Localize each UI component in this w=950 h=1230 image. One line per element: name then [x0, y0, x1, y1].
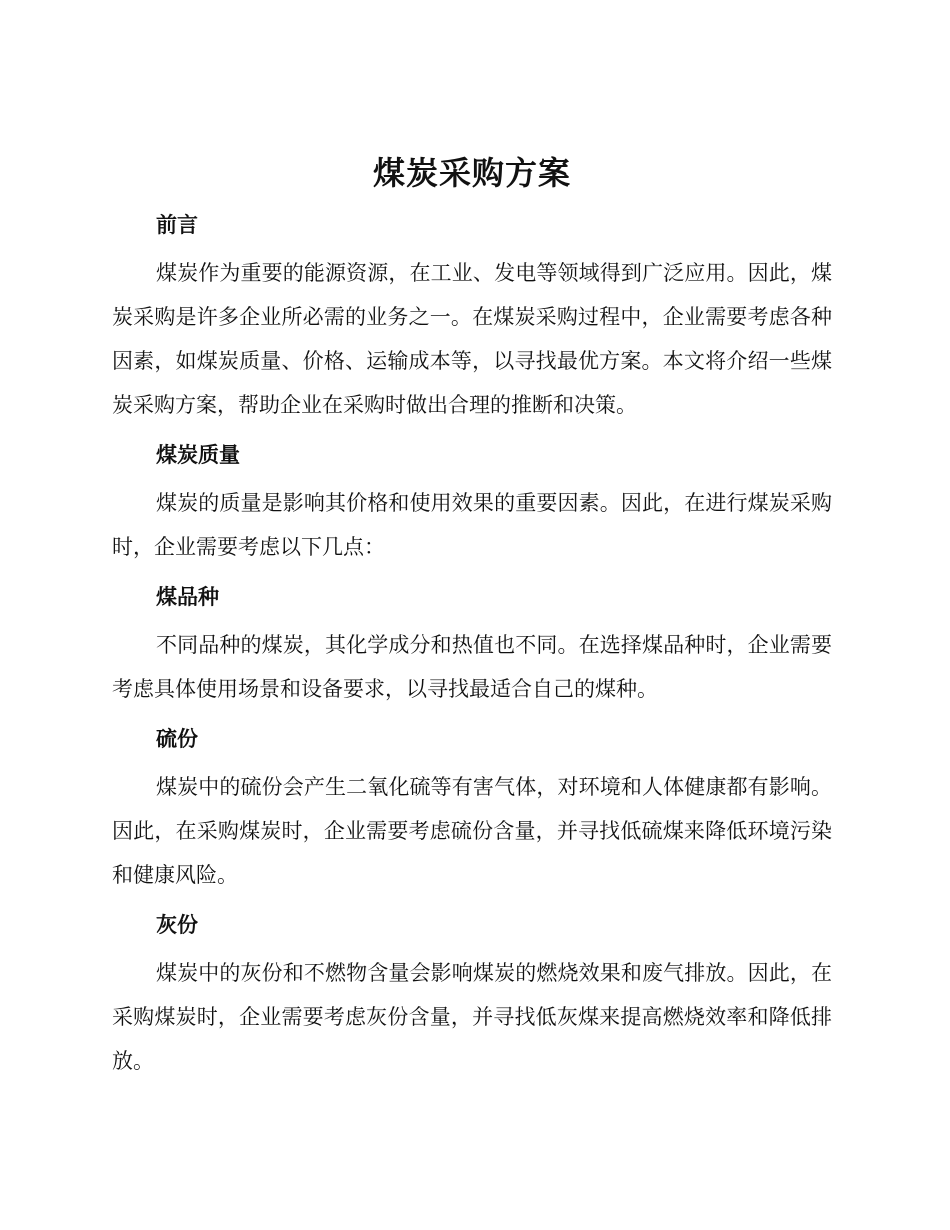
section-heading-preface: 前言	[156, 213, 198, 237]
section-paragraph-coal-quality: 煤炭的质量是影响其价格和使用效果的重要因素。因此，在进行煤炭采购时，企业需要考虑以下几点：	[112, 491, 832, 559]
section-paragraph-coal-type: 不同品种的煤炭，其化学成分和热值也不同。在选择煤品种时，企业需要考虑具体使用场景和设备要求，以寻找最适合自己的煤种。	[112, 633, 832, 701]
section-paragraph-sulfur: 煤炭中的硫份会产生二氧化硫等有害气体，对环境和人体健康都有影响。因此，在采购煤炭时，企业需要考虑硫份含量，并寻找低硫煤来降低环境污染和健康风险。	[112, 775, 832, 887]
section-heading-coal-quality: 煤炭质量	[156, 443, 240, 467]
section-heading-ash: 灰份	[156, 913, 198, 937]
section-paragraph-ash: 煤炭中的灰份和不燃物含量会影响煤炭的燃烧效果和废气排放。因此，在采购煤炭时，企业需要考虑灰份含量，并寻找低灰煤来提高燃烧效率和降低排放。	[112, 961, 832, 1073]
section-heading-coal-type: 煤品种	[156, 585, 219, 609]
section-heading-sulfur: 硫份	[156, 727, 198, 751]
section-paragraph-preface: 煤炭作为重要的能源资源，在工业、发电等领域得到广泛应用。因此，煤炭采购是许多企业所必需的业务之一。在煤炭采购过程中，企业需要考虑各种因素，如煤炭质量、价格、运输成本等，以寻找最优方案。本文将介绍一些煤炭采购方案，帮助企业在采购时做出合理的推断和决策。	[112, 261, 832, 417]
document-title: 煤炭采购方案	[372, 154, 571, 192]
document-page	[112, 145, 832, 1083]
